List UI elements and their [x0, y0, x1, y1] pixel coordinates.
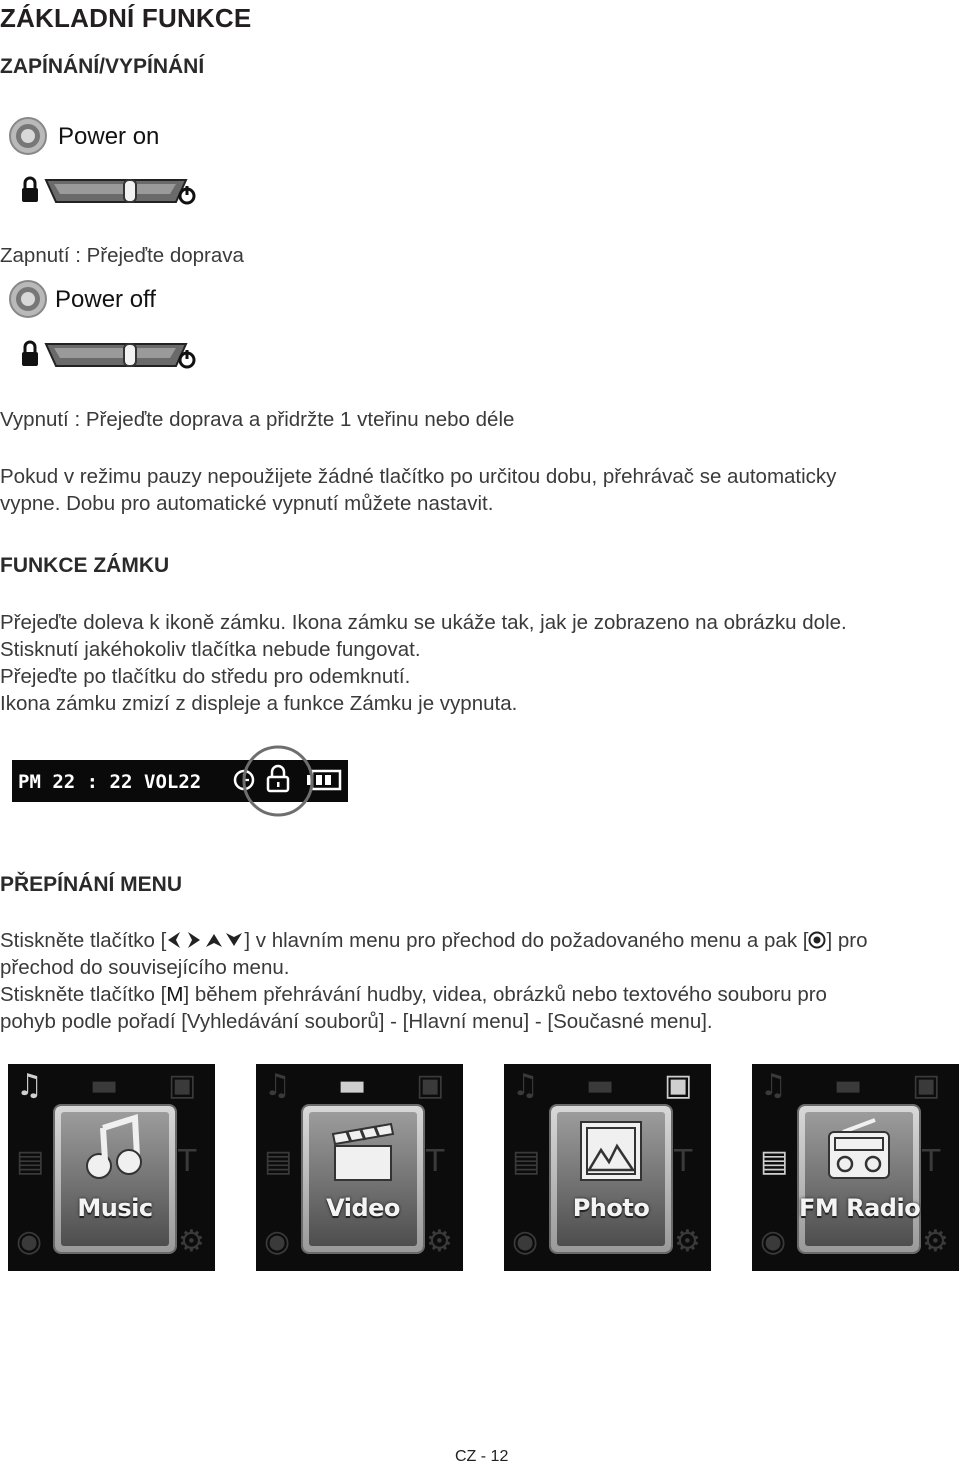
power-button-icon — [8, 116, 48, 156]
menu-paragraph — [0, 927, 868, 1035]
music-note-icon — [55, 1116, 175, 1186]
lock-icon — [22, 342, 38, 366]
radio-icon: ▤ — [16, 1144, 45, 1179]
menu-heading: PŘEPÍNÁNÍ MENU — [0, 873, 183, 896]
m-key-label: M — [166, 983, 184, 1006]
radio-icon: ▤ — [512, 1144, 541, 1179]
lcd-volume: VOL22 — [144, 771, 202, 793]
lcd-status-bar — [12, 744, 352, 820]
menu-card — [303, 1106, 423, 1252]
lock-icon — [22, 178, 38, 202]
menu-line — [0, 927, 868, 954]
auto-off-line: Pokud v režimu pauzy nepoužijete žádné tlačítko po určitou dobu, přehrávač se automaticky — [0, 465, 837, 488]
radio-icon: ▤ — [264, 1144, 293, 1179]
music-icon: ♫ — [760, 1068, 787, 1103]
clapperboard-icon — [303, 1116, 423, 1186]
power-slider-on — [20, 174, 200, 210]
menu-line-text: ] v hlavním menu pro přechod do požadovaného menu a pak [ — [244, 929, 809, 952]
radio-device-icon — [799, 1116, 919, 1186]
menu-screen-photo — [504, 1064, 711, 1271]
lock-icon — [268, 766, 288, 791]
radio-icon: ▤ — [760, 1144, 789, 1179]
nav-arrows-icon — [166, 931, 244, 949]
video-icon: ▬ — [90, 1068, 119, 1103]
lock-line: Stisknutí jakéhokoliv tlačítka nebude fungovat. — [0, 638, 421, 661]
menu-label: FM Radio — [799, 1194, 921, 1222]
picture-icon — [551, 1116, 671, 1186]
menu-line — [0, 981, 868, 1008]
power-button-icon — [8, 279, 48, 319]
menu-line-text: ] pro — [826, 929, 868, 952]
record-icon: ◉ — [760, 1224, 787, 1259]
power-on-label: Power on — [58, 123, 160, 150]
music-icon: ♫ — [16, 1068, 43, 1103]
settings-icon: ⚙ — [178, 1224, 205, 1259]
record-icon: ◉ — [16, 1224, 43, 1259]
page-number: CZ - 12 — [455, 1448, 509, 1465]
text-icon: T — [178, 1144, 197, 1179]
menu-label: Music — [77, 1194, 153, 1222]
menu-screen-video — [256, 1064, 463, 1271]
lock-line: Ikona zámku zmizí z displeje a funkce Zámku je vypnuta. — [0, 692, 518, 715]
menu-line-text: ] během přehrávání hudby, videa, obrázků nebo textového souboru pro — [183, 983, 827, 1006]
power-off-instruction: Vypnutí : Přejeďte doprava a přidržte 1 vteřinu nebo déle — [0, 408, 515, 431]
settings-icon: ⚙ — [426, 1224, 453, 1259]
record-icon: ◉ — [264, 1224, 291, 1259]
menu-line-text: Stiskněte tlačítko [ — [0, 983, 167, 1006]
photo-icon: ▣ — [416, 1068, 445, 1103]
power-heading: ZAPÍNÁNÍ/VYPÍNÁNÍ — [0, 55, 205, 78]
settings-icon: ⚙ — [922, 1224, 949, 1259]
menu-card — [551, 1106, 671, 1252]
music-icon: ♫ — [512, 1068, 539, 1103]
power-off-label: Power off — [55, 286, 156, 313]
menu-label: Video — [326, 1194, 400, 1222]
text-icon: T — [674, 1144, 693, 1179]
select-button-icon — [808, 931, 826, 949]
photo-icon: ▣ — [664, 1068, 693, 1103]
settings-icon: ⚙ — [674, 1224, 701, 1259]
text-icon: T — [922, 1144, 941, 1179]
lock-paragraph — [0, 609, 847, 717]
menu-card — [799, 1106, 919, 1252]
auto-off-paragraph — [0, 463, 836, 517]
lock-heading: FUNKCE ZÁMKU — [0, 554, 170, 577]
menu-screen-music — [8, 1064, 215, 1271]
text-icon: T — [426, 1144, 445, 1179]
record-icon: ◉ — [512, 1224, 539, 1259]
video-icon: ▬ — [586, 1068, 615, 1103]
lock-line: Přejeďte po tlačítku do středu pro odemknutí. — [0, 665, 411, 688]
menu-screen-fm-radio — [752, 1064, 959, 1271]
photo-icon: ▣ — [912, 1068, 941, 1103]
menu-line: pohyb podle pořadí [Vyhledávání souborů] - [Hlavní menu] - [Současné menu]. — [0, 1010, 713, 1033]
lcd-time: PM 22 : 22 — [18, 771, 133, 793]
photo-icon: ▣ — [168, 1068, 197, 1103]
power-slider-off — [20, 338, 200, 374]
music-icon: ♫ — [264, 1068, 291, 1103]
power-on-instruction: Zapnutí : Přejeďte doprava — [0, 244, 244, 267]
menu-label: Photo — [572, 1194, 650, 1222]
page-title: ZÁKLADNÍ FUNKCE — [0, 3, 252, 33]
menu-line: přechod do souvisejícího menu. — [0, 956, 290, 979]
auto-off-line: vypne. Dobu pro automatické vypnutí můžete nastavit. — [0, 492, 494, 515]
menu-card — [55, 1106, 175, 1252]
lock-line: Přejeďte doleva k ikoně zámku. Ikona zámku se ukáže tak, jak je zobrazeno na obrázku dole. — [0, 611, 847, 634]
menu-line-text: Stiskněte tlačítko [ — [0, 929, 167, 952]
video-icon: ▬ — [338, 1068, 367, 1103]
video-icon: ▬ — [834, 1068, 863, 1103]
